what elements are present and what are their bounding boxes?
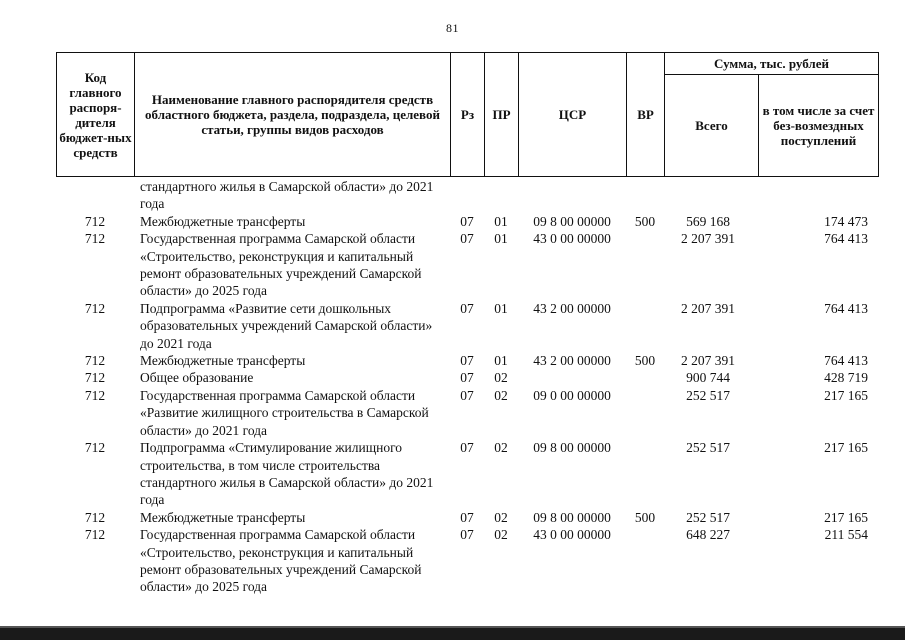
cell-name: Межбюджетные трансферты <box>140 213 306 229</box>
cell-free: 764 413 <box>824 353 868 369</box>
header-free: в том числе за счет без-возмездных поступлений <box>759 75 879 177</box>
cell-free: 217 165 <box>824 440 868 456</box>
table-row <box>56 300 878 352</box>
cell-pr: 01 <box>494 300 508 316</box>
cell-free: 428 719 <box>824 370 868 386</box>
cell-free: 211 554 <box>824 527 868 543</box>
header-rz: Рз <box>451 53 485 177</box>
cell-pr: 02 <box>494 370 508 386</box>
header-csr: ЦСР <box>519 53 627 177</box>
cell-rz: 07 <box>460 353 474 369</box>
cell-name: Государственная программа Самарской области «Строительство, реконструкция и капитальный ремонт образовательных учреждений Самарской области» до 2025 года <box>140 527 422 595</box>
cell-vr: 500 <box>634 509 656 525</box>
cell-vr <box>626 526 664 596</box>
cell-total: 2 207 391 <box>681 300 735 316</box>
page-number: 81 <box>446 21 459 35</box>
cell-rz: 07 <box>460 213 474 229</box>
cell-csr <box>518 369 626 386</box>
cell-total: 648 227 <box>686 527 730 543</box>
cell-free: 764 413 <box>824 300 868 316</box>
header-vr: ВР <box>627 53 665 177</box>
cell-rz: 07 <box>460 440 474 456</box>
cell-total: 252 517 <box>686 440 730 456</box>
cell-vr <box>626 230 664 300</box>
cell-vr: 500 <box>634 213 656 229</box>
cell-vr <box>626 178 664 213</box>
cell-pr: 01 <box>494 231 508 247</box>
cell-csr: 09 0 00 00000 <box>533 387 611 403</box>
cell-rz: 07 <box>460 370 474 386</box>
scan-bottom-bar <box>0 628 905 640</box>
cell-free: 217 165 <box>824 387 868 403</box>
cell-code <box>56 178 134 213</box>
cell-pr: 02 <box>494 387 508 403</box>
cell-total: 252 517 <box>686 509 730 525</box>
cell-pr: 01 <box>494 213 508 229</box>
cell-rz: 07 <box>460 231 474 247</box>
table-row <box>56 369 878 386</box>
cell-rz: 07 <box>460 509 474 525</box>
cell-csr: 43 2 00 00000 <box>533 300 611 316</box>
table-row <box>56 230 878 300</box>
cell-free: 217 165 <box>824 509 868 525</box>
cell-csr <box>518 178 626 213</box>
cell-csr: 09 8 00 00000 <box>533 213 611 229</box>
header-sum: Сумма, тыс. рублей <box>665 53 879 75</box>
cell-name: Межбюджетные трансферты <box>140 353 306 369</box>
cell-code: 712 <box>84 527 106 543</box>
table-row <box>56 213 878 230</box>
cell-csr: 09 8 00 00000 <box>533 440 611 456</box>
cell-total <box>664 178 758 213</box>
cell-rz: 07 <box>460 527 474 543</box>
table-header <box>56 52 879 177</box>
cell-code: 712 <box>84 231 106 247</box>
cell-name: Общее образование <box>140 370 254 386</box>
header-code: Код главного распоря-дителя бюджет-ных средств <box>57 53 135 177</box>
cell-vr <box>626 387 664 439</box>
cell-code: 712 <box>84 387 106 403</box>
cell-total: 2 207 391 <box>681 353 735 369</box>
header-pr: ПР <box>485 53 519 177</box>
cell-code: 712 <box>84 509 106 525</box>
cell-pr: 02 <box>494 527 508 543</box>
table-row <box>56 526 878 596</box>
cell-free <box>758 178 878 213</box>
table-row <box>56 352 878 369</box>
table-row <box>56 439 878 509</box>
header-total: Всего <box>665 75 759 177</box>
cell-rz: 07 <box>460 387 474 403</box>
cell-vr <box>626 369 664 386</box>
cell-rz: 07 <box>460 300 474 316</box>
cell-csr: 43 2 00 00000 <box>533 353 611 369</box>
cell-code: 712 <box>84 300 106 316</box>
cell-vr <box>626 439 664 509</box>
cell-pr: 02 <box>494 440 508 456</box>
cell-rz <box>450 178 484 213</box>
cell-name: Подпрограмма «Развитие сети дошкольных образовательных учреждений Самарской области» до 2021 года <box>140 300 433 351</box>
budget-table <box>56 178 878 596</box>
cell-name: стандартного жилья в Самарской области» до 2021 года <box>140 179 434 212</box>
cell-total: 569 168 <box>686 213 730 229</box>
cell-free: 764 413 <box>824 231 868 247</box>
cell-total: 252 517 <box>686 387 730 403</box>
cell-name: Подпрограмма «Стимулирование жилищного строительства, в том числе строительства стандартного жилья в Самарской области» до 2021 года <box>140 440 434 508</box>
cell-total: 2 207 391 <box>681 231 735 247</box>
cell-code: 712 <box>84 353 106 369</box>
cell-vr: 500 <box>634 353 656 369</box>
cell-vr <box>626 300 664 352</box>
cell-pr <box>484 178 518 213</box>
table-row <box>56 509 878 526</box>
cell-name: Межбюджетные трансферты <box>140 509 306 525</box>
cell-total: 900 744 <box>686 370 730 386</box>
cell-name: Государственная программа Самарской области «Строительство, реконструкция и капитальный ремонт образовательных учреждений Самарской области» до 2025 года <box>140 231 422 299</box>
cell-csr: 09 8 00 00000 <box>533 509 611 525</box>
cell-pr: 01 <box>494 353 508 369</box>
cell-code: 712 <box>84 370 106 386</box>
cell-name: Государственная программа Самарской области «Развитие жилищного строительства в Самарской области» до 2021 года <box>140 387 429 438</box>
table-row <box>56 387 878 439</box>
cell-csr: 43 0 00 00000 <box>533 527 611 543</box>
table-row <box>56 178 878 213</box>
cell-code: 712 <box>84 213 106 229</box>
header-name: Наименование главного распорядителя средств областного бюджета, раздела, подраздела, целевой статьи, группы видов расходов <box>135 53 451 177</box>
cell-code: 712 <box>84 440 106 456</box>
cell-csr: 43 0 00 00000 <box>533 231 611 247</box>
cell-pr: 02 <box>494 509 508 525</box>
cell-free: 174 473 <box>824 213 868 229</box>
